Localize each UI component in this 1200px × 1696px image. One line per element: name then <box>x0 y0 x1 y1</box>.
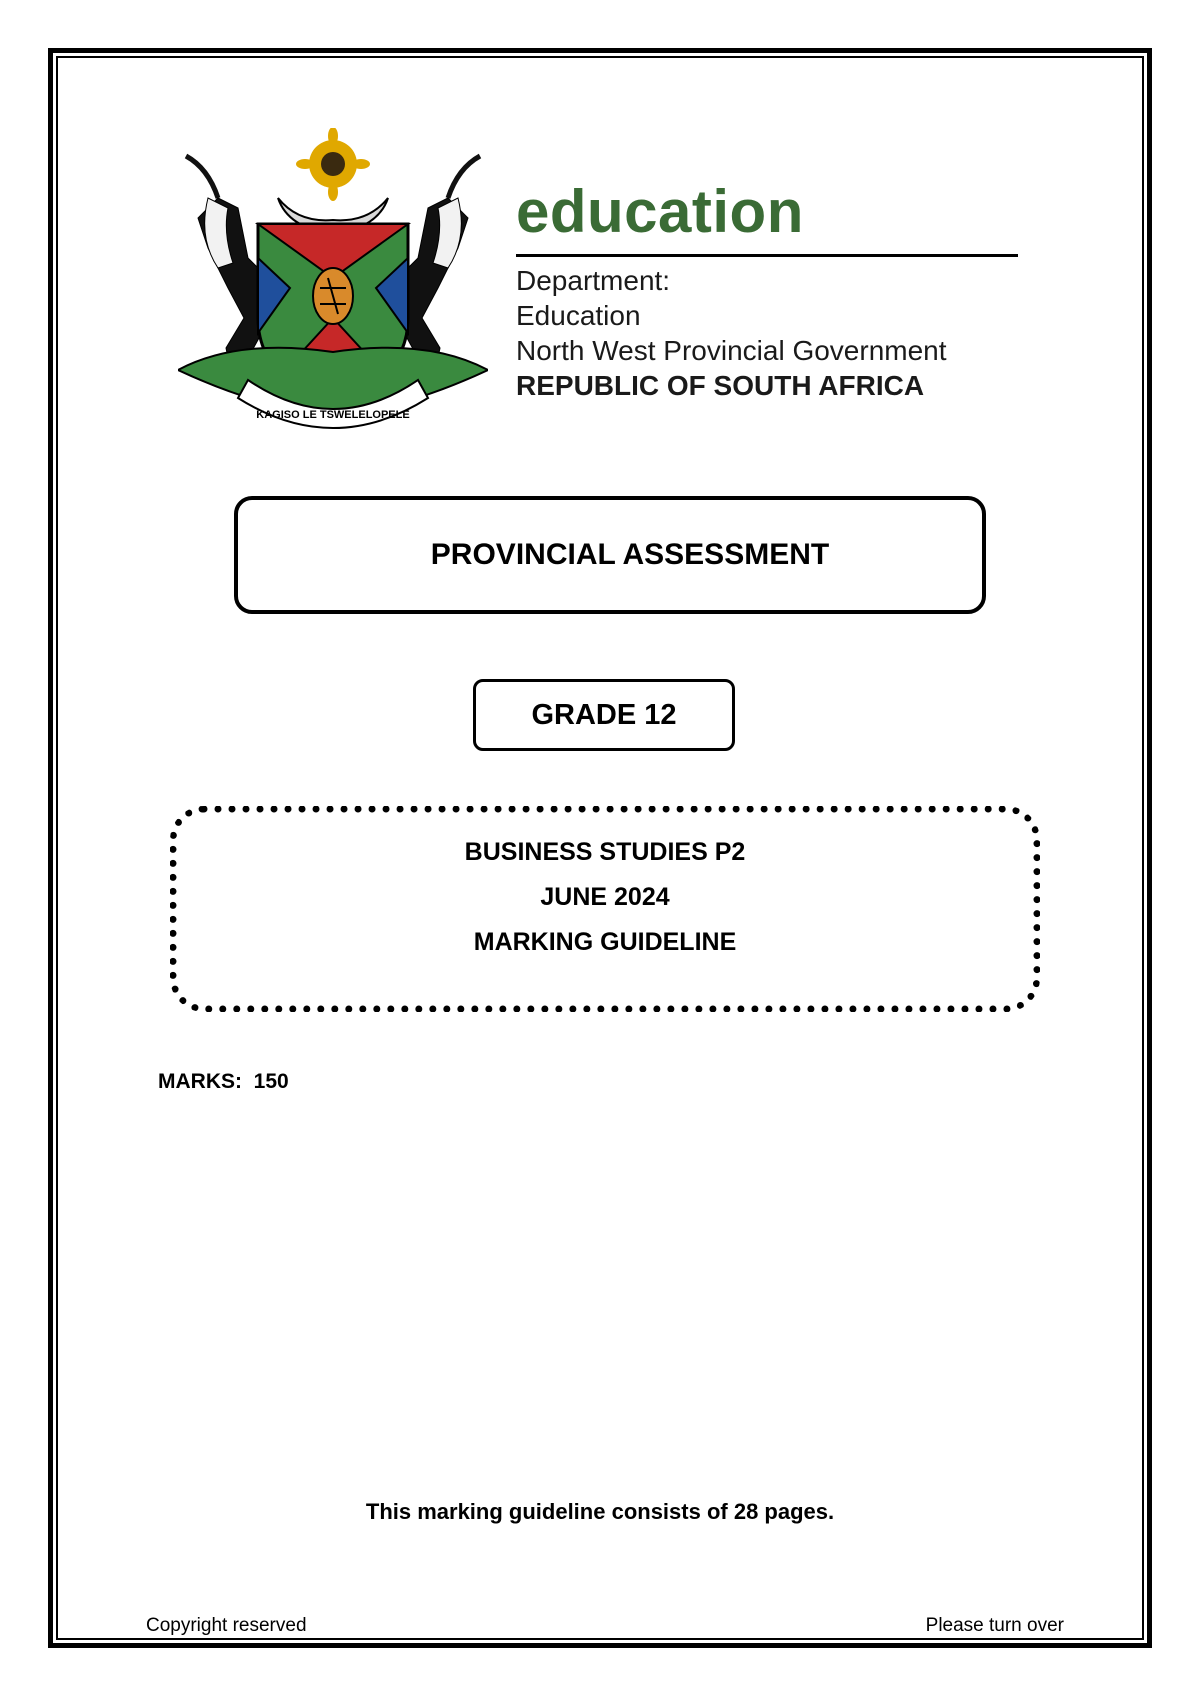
wordmark-underline <box>516 254 1018 257</box>
grade-label: GRADE 12 <box>531 698 677 731</box>
education-wordmark: education <box>516 178 804 245</box>
page-count-note: This marking guideline consists of 28 pages. <box>365 1499 835 1524</box>
svg-text:KAGISO LE TSWELELOPELE: KAGISO LE TSWELELOPELE <box>256 409 410 421</box>
department-name: Education <box>516 300 641 331</box>
assessment-title-box <box>234 496 986 614</box>
exam-session: JUNE 2024 <box>540 883 670 911</box>
turn-over-footer: Please turn over <box>925 1615 1064 1636</box>
document-type: MARKING GUIDELINE <box>473 928 737 956</box>
provincial-government-name: North West Provincial Government <box>516 335 947 366</box>
grade-box <box>473 679 735 751</box>
copyright-footer: Copyright reserved <box>146 1615 307 1636</box>
sunflower-emblem <box>296 128 370 201</box>
subject-box <box>170 806 1040 1012</box>
total-marks: MARKS: 150 <box>158 1070 289 1093</box>
department-label: Department: <box>516 265 671 296</box>
subject-name: BUSINESS STUDIES P2 <box>464 838 746 866</box>
assessment-title: PROVINCIAL ASSESSMENT <box>430 538 830 571</box>
coat-of-arms-seal <box>178 128 488 440</box>
country-name: REPUBLIC OF SOUTH AFRICA <box>516 370 925 401</box>
